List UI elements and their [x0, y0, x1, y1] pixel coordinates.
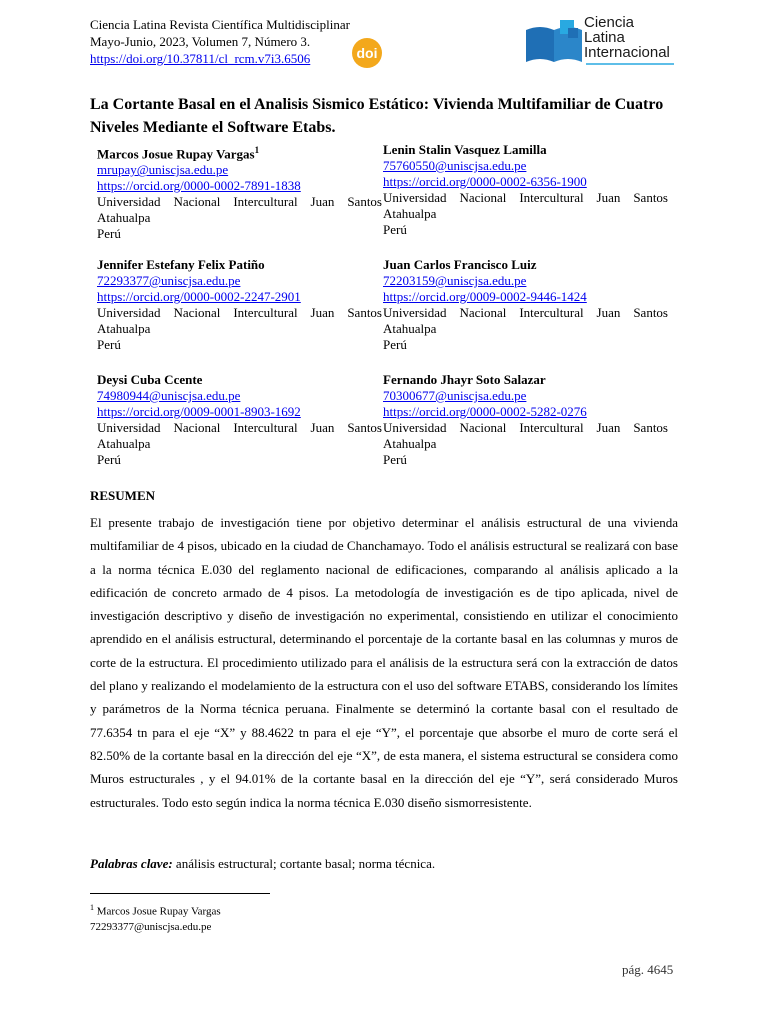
- author-name: Marcos Josue Rupay Vargas$^1$: [97, 145, 260, 162]
- author-orcid[interactable]: https://orcid.org/0009-0001-8903-1692: [97, 404, 301, 419]
- author-orcid[interactable]: https://orcid.org/0000-0002-6356-1900: [383, 174, 587, 189]
- author-block: [97, 257, 382, 353]
- author-affiliation: Universidad Nacional Intercultural Juan Santos: [383, 305, 668, 320]
- author-affiliation: Universidad Nacional Intercultural Juan Santos: [97, 305, 382, 320]
- author-email[interactable]: mrupay@uniscjsa.edu.pe: [97, 162, 229, 178]
- author-orcid[interactable]: https://orcid.org/0000-0002-7891-1838: [97, 178, 301, 194]
- author-block: [383, 257, 668, 353]
- author-block: [97, 142, 382, 242]
- footnote-name: Marcos Josue Rupay Vargas: [94, 905, 221, 918]
- author-orcid[interactable]: https://orcid.org/0009-0002-9446-1424: [383, 289, 587, 304]
- doi-link[interactable]: https://doi.org/10.37811/cl_rcm.v7i3.6506: [90, 51, 311, 66]
- logo-line-2: Latina: [584, 29, 625, 46]
- journal-header: [90, 16, 350, 67]
- author-affiliation-cont: Atahualpa: [383, 321, 437, 336]
- author-affiliation: Universidad Nacional Intercultural Juan Santos: [97, 194, 382, 210]
- author-name: Deysi Cuba Ccente: [97, 372, 203, 387]
- author-country: Perú: [383, 452, 407, 467]
- author-footnote-marker: 1: [254, 145, 260, 155]
- journal-name: Ciencia Latina Revista Científica Multidisciplinar: [90, 17, 350, 32]
- author-name: Fernando Jhayr Soto Salazar: [383, 372, 546, 387]
- footnote: [90, 900, 221, 935]
- doi-icon: doi: [352, 38, 382, 68]
- author-orcid[interactable]: https://orcid.org/0000-0002-2247-2901: [97, 289, 301, 304]
- author-block: [383, 372, 668, 468]
- abstract-body: El presente trabajo de investigación tiene por objetivo determinar el análisis estructural de una vivienda multifamiliar de 4 pisos, ubicado en la ciudad de Chanchamayo. Todo el análisis estructural se realizará con base a la norma técnica E.030 del reglamento nacional de edificaciones, comparando al análisis aplicado a la edificación de concreto armado de 4 pisos. La metodología de investigación es de tipo aplicada, nivel de investigación descriptivo y diseño de investigación no experimental, consistiendo en utilizar el conocimiento aprendido en el análisis estructural, determinando el porcentaje de la cortante basal en las columnas y muros de corte de la estructura. El procedimiento utilizado para el análisis de la estructura será con la extracción de datos del plano y realizando el modelamiento de la estructura con el uso del software ETABS, considerando los límites y parámetros de la Norma técnica peruana. Finalmente se determinó la cortante basal con el resultado de 77.6354 tn para el eje “X” y 88.4622 tn para el eje “Y”, el porcentaje que absorbe el muro de corte será el 82.50% de la cortante basal en la dirección del eje “X”, de esta manera, el sistema estructural se considera como Muros estructurales , y el 94.01% de la cortante basal en la dirección del eje “Y”, será considerado Muros estructurales. Todo esto según indica la norma técnica E.030 diseño sismorresistente.: [90, 515, 678, 810]
- logo-line-3: Internacional: [584, 44, 670, 61]
- author-affiliation: Universidad Nacional Intercultural Juan Santos: [97, 420, 382, 435]
- author-country: Perú: [383, 337, 407, 352]
- keywords-list: análisis estructural; cortante basal; norma técnica.: [172, 856, 436, 871]
- keywords: [90, 856, 435, 872]
- author-affiliation-cont: Atahualpa: [383, 436, 437, 451]
- keywords-label: Palabras clave:: [90, 856, 173, 871]
- author-email[interactable]: 72293377@uniscjsa.edu.pe: [97, 273, 241, 288]
- footnote-marker: 1: [90, 903, 94, 912]
- paper-title: La Cortante Basal en el Analisis Sismico Estático: Vivienda Multifamiliar de Cuatro Niveles Mediante el Software Etabs.: [90, 96, 664, 136]
- author-country: Perú: [97, 452, 121, 467]
- author-email[interactable]: 72203159@uniscjsa.edu.pe: [383, 273, 527, 288]
- page-number: pág. 4645: [622, 962, 674, 977]
- author-country: Perú: [97, 226, 121, 242]
- author-affiliation-cont: Atahualpa: [97, 321, 151, 336]
- author-country: Perú: [97, 337, 121, 352]
- footnote-divider: [90, 893, 270, 894]
- author-name: Jennifer Estefany Felix Patiño: [97, 257, 265, 272]
- author-affiliation: Universidad Nacional Intercultural Juan Santos: [383, 420, 668, 435]
- author-name: Lenin Stalin Vasquez Lamilla: [383, 142, 547, 157]
- author-block: [383, 142, 668, 238]
- author-country: Perú: [383, 222, 407, 237]
- author-affiliation-cont: Atahualpa: [97, 436, 151, 451]
- author-email[interactable]: 75760550@uniscjsa.edu.pe: [383, 158, 527, 173]
- logo-line-1: Ciencia: [584, 14, 635, 31]
- author-name: Juan Carlos Francisco Luiz: [383, 257, 537, 272]
- author-affiliation-cont: Atahualpa: [383, 206, 437, 221]
- author-orcid[interactable]: https://orcid.org/0000-0002-5282-0276: [383, 404, 587, 419]
- author-email[interactable]: 74980944@uniscjsa.edu.pe: [97, 388, 241, 403]
- author-email[interactable]: 70300677@uniscjsa.edu.pe: [383, 388, 527, 403]
- footnote-email: 72293377@uniscjsa.edu.pe: [90, 920, 212, 933]
- author-affiliation: Universidad Nacional Intercultural Juan Santos: [383, 190, 668, 205]
- issue-info: Mayo-Junio, 2023, Volumen 7, Número 3.: [90, 34, 311, 49]
- abstract-heading: RESUMEN: [90, 488, 156, 503]
- author-block: [97, 372, 382, 468]
- logo-text: [584, 15, 670, 60]
- author-affiliation-cont: Atahualpa: [97, 210, 151, 226]
